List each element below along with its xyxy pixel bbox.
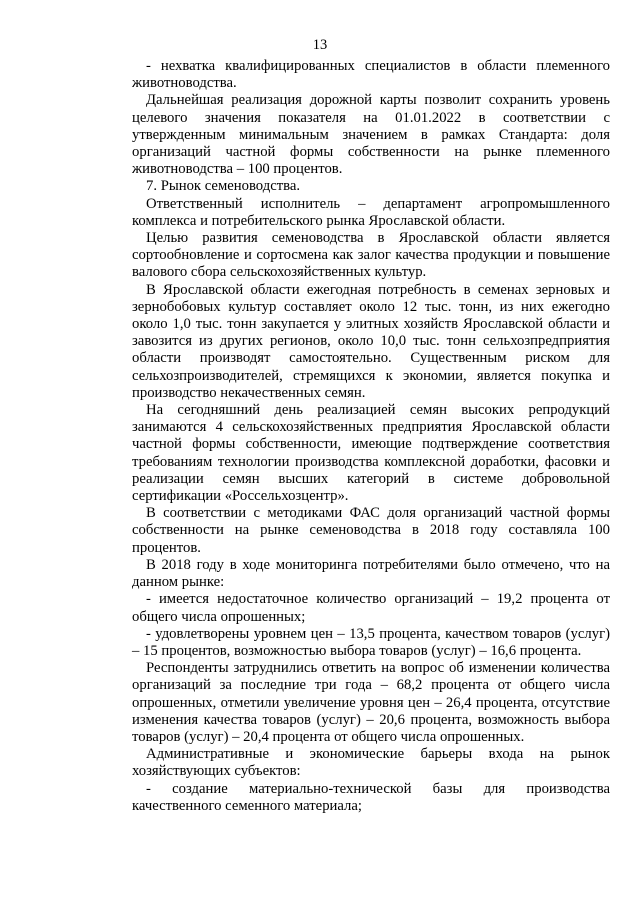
paragraph: В Ярославской области ежегодная потребность в семенах зерновых и зернобобовых культур составляет около 12 тыс. тонн, из них ежегодно около 1,0 тыс. тонн закупается у элитных хозяйств Ярославской области и завозится из других регионов, около 10,0 тыс. тонн сельхозпредприятия области производят самостоятельно. Существенным риском для сельхозпроизводителей, стремящихся к экономии, является покупка и производство некачественных семян. [132,281,610,401]
paragraph: - нехватка квалифицированных специалистов в области племенного животноводства. [132,58,610,92]
paragraph: В 2018 году в ходе мониторинга потребителями было отмечено, что на данном рынке: [132,556,610,591]
paragraph: Дальнейшая реализация дорожной карты позволит сохранить уровень целевого значения показателя на 01.01.2022 в соответствии с утвержденным минимальным значением в рамках Стандарта: доля организаций частной формы собственности на рынке племенного животноводства – 100 процентов. [132,92,610,178]
paragraph: Целью развития семеноводства в Ярославской области является сортообновление и сортосмена как залог качества продукции и повышение валового сбора сельскохозяйственных культур. [132,230,610,281]
list-item: - удовлетворены уровнем цен – 13,5 процента, качеством товаров (услуг) – 15 процентов, возможностью выбора товаров (услуг) – 16,6 процента. [132,625,610,659]
paragraph: На сегодняшний день реализацией семян высоких репродукций занимаются 4 сельскохозяйственных предприятия Ярославской области частной формы собственности, имеющие подтверждение соответствия требованиям технологии производства комплексной доработки, фасовки и реализации семян высших категорий в системе добровольной сертификации «Россельхозцентр». [132,402,610,505]
page-number: 13 [312,37,328,53]
paragraph: Административные и экономические барьеры входа на рынок хозяйствующих субъектов: [132,746,610,780]
document-body [132,58,610,815]
list-item: - создание материально-технической базы для производства качественного семенного материала; [132,780,610,814]
list-item: - имеется недостаточное количество организаций – 19,2 процента от общего числа опрошенных; [132,591,610,625]
paragraph: Респонденты затруднились ответить на вопрос об изменении количества организаций за последние три года – 68,2 процента от общего числа опрошенных, отметили увеличение уровня цен – 26,4 процента, отсутствие изменения качества товаров (услуг) – 20,6 процента, возможность выбора товаров (услуг) – 20,4 процента от общего числа опрошенных. [132,660,610,745]
paragraph: В соответствии с методиками ФАС доля организаций частной формы собственности на рынке семеноводства в 2018 году составляла 100 процентов. [132,505,610,556]
section-heading: 7. Рынок семеноводства. [146,178,301,195]
paragraph: Ответственный исполнитель – департамент агропромышленного комплекса и потребительского рынка Ярославской области. [132,195,610,229]
